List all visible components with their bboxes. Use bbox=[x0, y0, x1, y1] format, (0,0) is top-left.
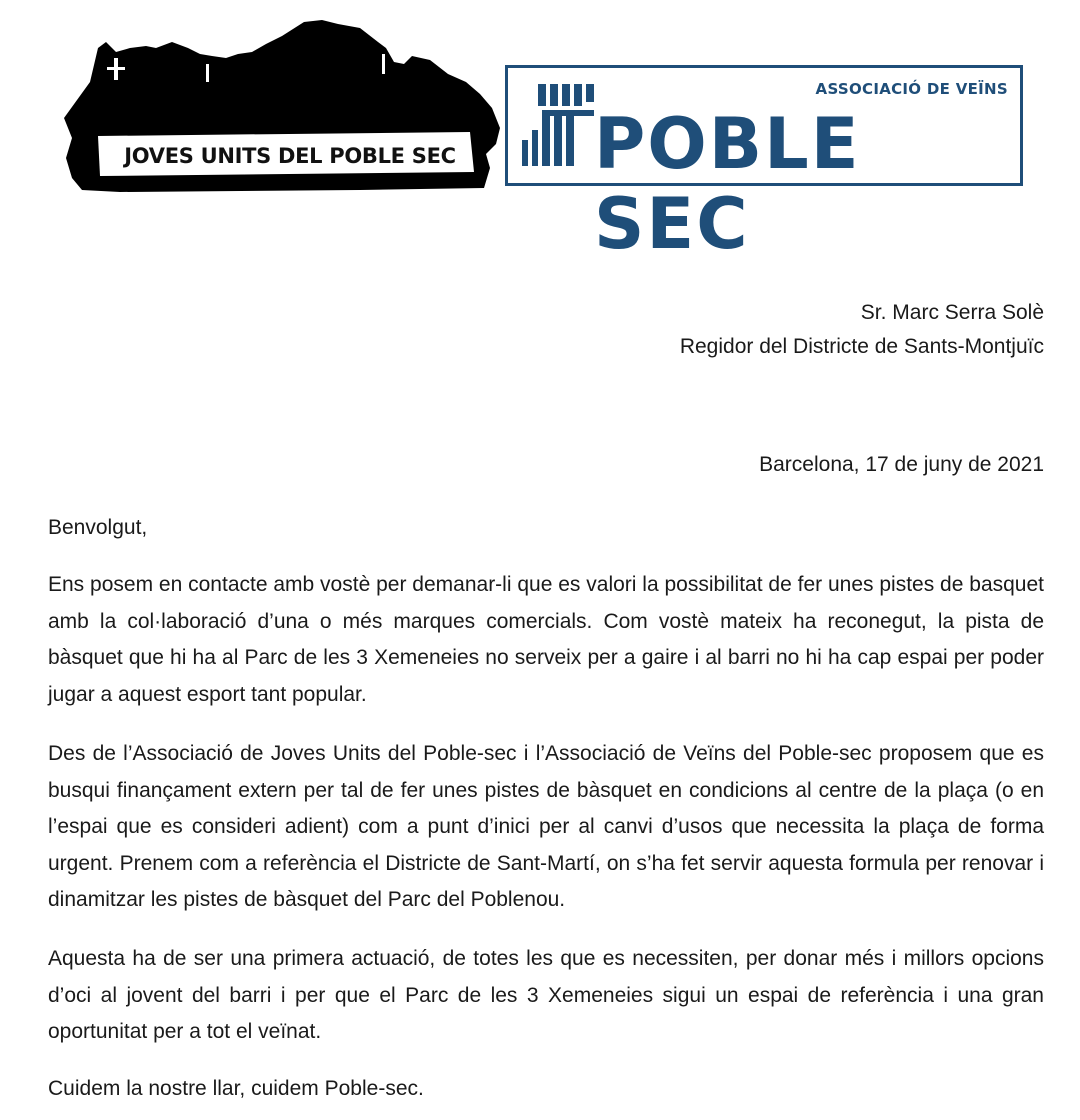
poble-sec-subtitle: ASSOCIACIÓ DE VEÏNS bbox=[815, 80, 1008, 98]
joves-logo-text: JOVES UNITS DEL POBLE SEC bbox=[124, 144, 456, 168]
recipient-name: Sr. Marc Serra Solè bbox=[860, 301, 1044, 324]
paragraph-3: Aquesta ha de ser una primera actuació, de totes les que es necessiten, per donar més i millors opcions d’oci al jovent del barri i per que el Parc de les 3 Xemeneies sigui un espai de referència i una gran oportunitat per a tot el veïnat. bbox=[48, 947, 1044, 1043]
recipient-block bbox=[680, 296, 1044, 364]
letter-date: Barcelona, 17 de juny de 2021 bbox=[759, 453, 1044, 476]
poble-sec-logo bbox=[505, 65, 1023, 265]
paragraph-2: Des de l’Associació de Joves Units del Poble-sec i l’Associació de Veïns del Poble-sec proposem que es busqui finançament extern per tal de fer unes pistes de bàsquet en condicions al centre de la plaça (o en l’espai que es consideri adient) com a punt d’inici per al canvi d’usos que necessita la plaça de forma urgent. Prenem com a referència el Districte de Sant-Martí, on s’ha fet servir aquesta formula per renovar i dinamitzar les pistes de bàsquet del Parc del Poblenou. bbox=[48, 742, 1044, 911]
recipient-title: Regidor del Districte de Sants-Montjuïc bbox=[679, 335, 1044, 358]
closing-line: Cuidem la nostre llar, cuidem Poble-sec. bbox=[48, 1077, 424, 1100]
poble-sec-name: POBLE SEC bbox=[594, 103, 861, 265]
joves-units-logo bbox=[60, 18, 506, 194]
salutation: Benvolgut, bbox=[48, 516, 148, 539]
poble-sec-emblem-icon bbox=[516, 78, 596, 178]
paragraph-1: Ens posem en contacte amb vostè per demanar-li que es valori la possibilitat de fer unes pistes de basquet amb la col·laboració d’una o més marques comercials. Com vostè mateix ha reconegut, la pista de bàsquet que hi ha al Parc de les 3 Xemeneies no serveix per a gaire i al barri no hi ha cap espai per poder jugar a aquest esport tant popular. bbox=[48, 573, 1044, 706]
